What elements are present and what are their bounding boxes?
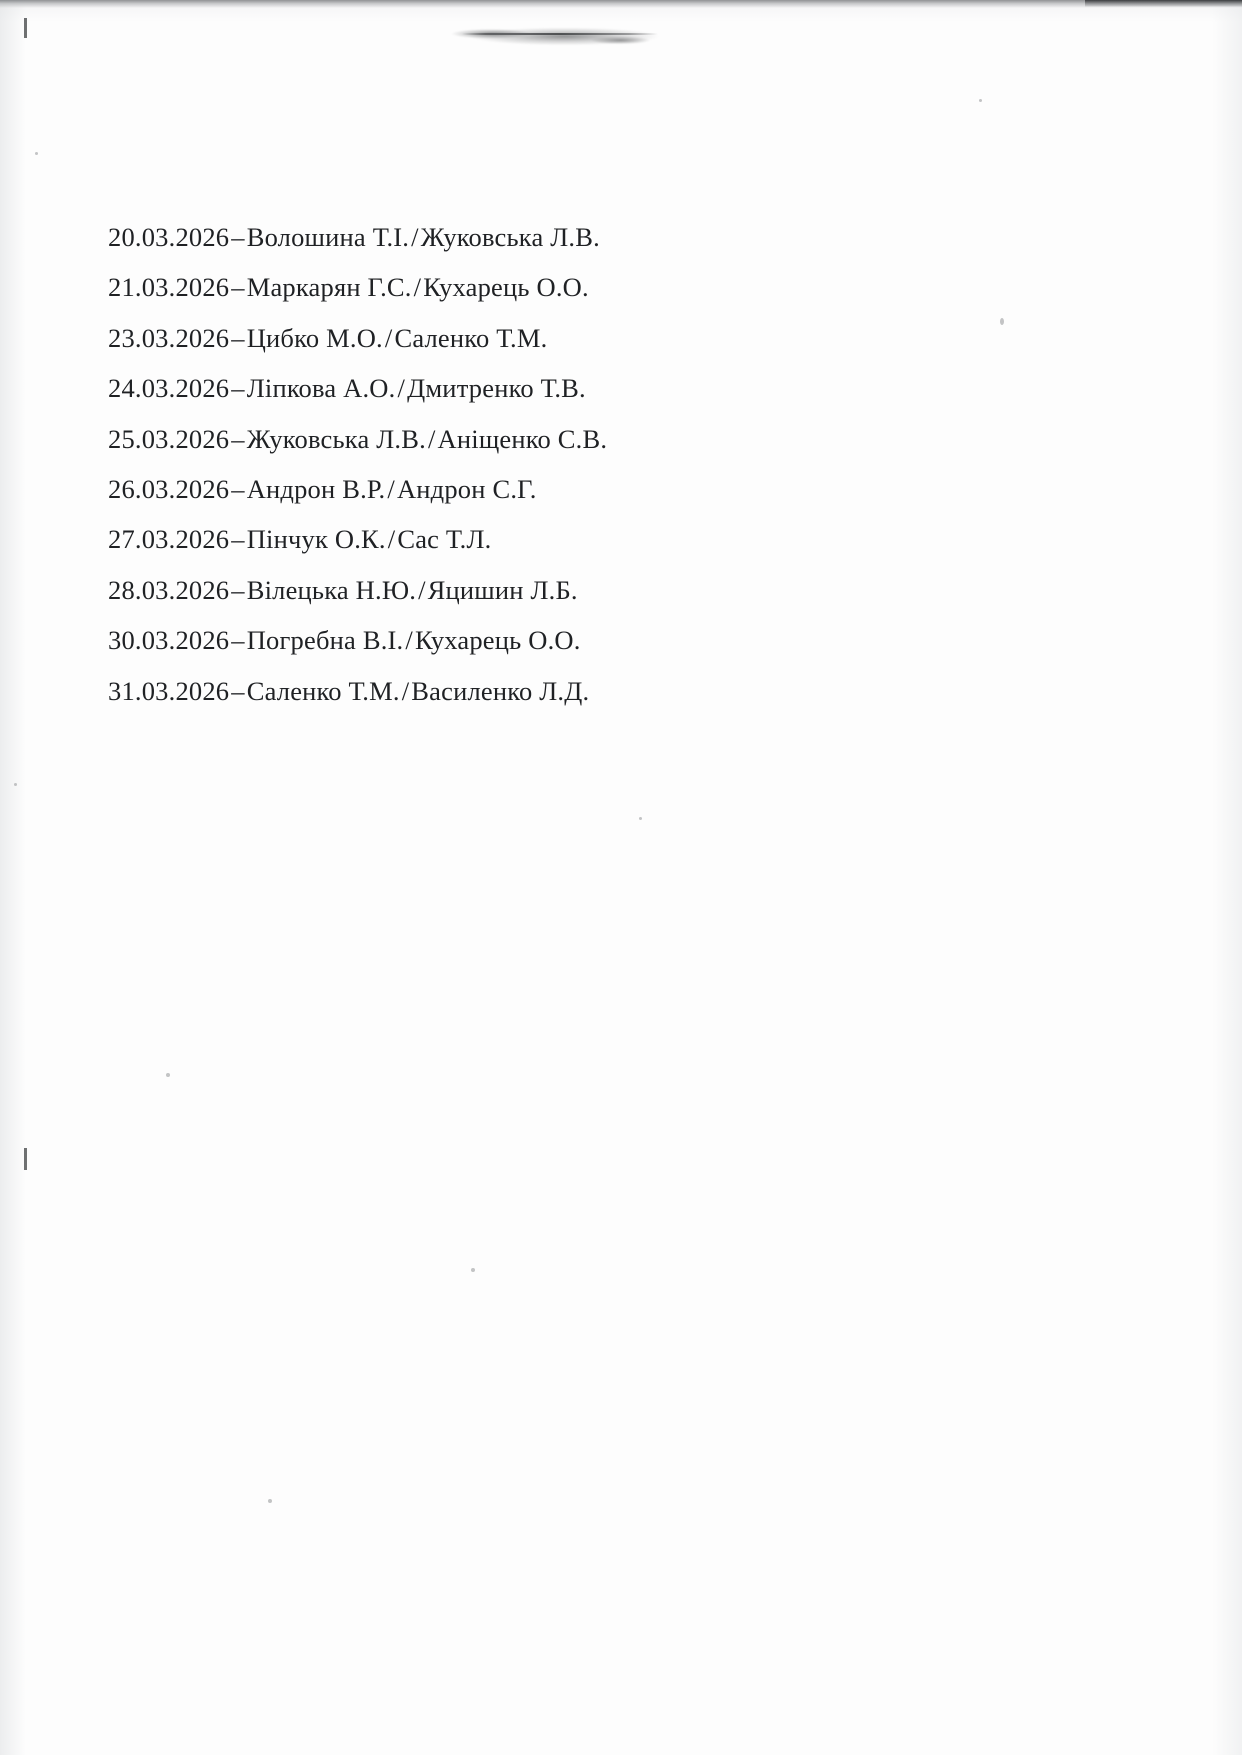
entry-person-2: Яцишин Л.Б.	[427, 574, 578, 605]
entry-date: 21.03.2026	[108, 272, 230, 303]
roster-entry	[108, 615, 1008, 665]
toner-smudge	[452, 26, 668, 52]
entry-dash: –	[231, 322, 245, 353]
entry-dash: –	[231, 222, 245, 252]
toner-smudge-line	[462, 33, 658, 35]
entry-dash: –	[231, 675, 245, 706]
entry-person-1: Цибко М.О.	[246, 322, 383, 353]
entry-dash: –	[231, 373, 245, 404]
entry-person-1: Волошина Т.І.	[246, 222, 410, 252]
entry-person-2: Кухарець О.О.	[414, 625, 581, 656]
entry-slash: /	[411, 222, 419, 252]
entry-date: 26.03.2026	[108, 474, 230, 505]
entry-person-1: Вілецька Н.Ю.	[246, 574, 417, 605]
entry-person-2: Аніщенко С.В.	[437, 423, 608, 454]
entry-person-1: Маркарян Г.С.	[246, 272, 412, 303]
entry-date: 25.03.2026	[108, 423, 230, 454]
entry-person-2: Сас Т.Л.	[397, 524, 492, 555]
entry-slash: /	[387, 524, 396, 555]
page-speck	[35, 152, 38, 155]
entry-slash: /	[401, 675, 410, 706]
entry-date: 28.03.2026	[108, 574, 230, 605]
roster-entry	[108, 514, 1008, 564]
entry-date: 20.03.2026	[108, 222, 230, 252]
entry-person-2: Василенко Л.Д.	[411, 675, 590, 706]
entry-date: 31.03.2026	[108, 675, 230, 706]
page-speck	[268, 1499, 272, 1503]
entry-dash: –	[231, 272, 245, 303]
entry-dash: –	[231, 574, 245, 605]
roster-entry	[108, 414, 1008, 464]
page-speck	[166, 1073, 170, 1077]
entry-person-1: Ліпкова А.О.	[246, 373, 396, 404]
scan-top-edge-shadow	[0, 0, 1242, 8]
entry-slash: /	[405, 625, 413, 656]
roster-entry	[108, 313, 1008, 363]
scan-left-edge-mark	[24, 18, 27, 38]
roster-entry	[108, 565, 1008, 615]
entry-person-1: Пінчук О.К.	[246, 524, 386, 555]
entry-person-1: Андрон В.Р.	[246, 474, 386, 505]
entry-person-2: Жуковська Л.В.	[420, 222, 600, 252]
roster-entry	[108, 464, 1008, 514]
entry-date: 30.03.2026	[108, 625, 230, 656]
entry-dash: –	[231, 423, 245, 454]
entry-slash: /	[413, 272, 422, 303]
entry-slash: /	[384, 322, 393, 353]
entry-person-2: Кухарець О.О.	[423, 272, 589, 303]
roster-entry	[108, 666, 1008, 716]
page-speck	[14, 783, 17, 786]
roster-entry	[108, 212, 1008, 262]
entry-slash: /	[427, 423, 436, 454]
entry-date: 23.03.2026	[108, 322, 230, 353]
entry-dash: –	[231, 474, 245, 505]
entry-person-1: Погребна В.І.	[246, 625, 404, 656]
entry-person-1: Саленко Т.М.	[246, 675, 400, 706]
entry-person-2: Андрон С.Г.	[396, 474, 537, 505]
entry-slash: /	[418, 574, 426, 605]
entry-dash: –	[231, 625, 245, 656]
entry-date: 27.03.2026	[108, 524, 230, 555]
entry-date: 24.03.2026	[108, 373, 230, 404]
page-speck	[979, 99, 982, 102]
scan-top-edge-dark-band	[1085, 0, 1242, 7]
entry-slash: /	[387, 474, 395, 505]
entry-slash: /	[397, 373, 406, 404]
entry-dash: –	[231, 524, 245, 555]
page-speck	[639, 817, 642, 820]
roster-list	[108, 212, 1008, 716]
roster-entry	[108, 363, 1008, 413]
entry-person-2: Саленко Т.М.	[394, 322, 548, 353]
entry-person-1: Жуковська Л.В.	[246, 423, 426, 454]
scan-left-edge-mark-lower	[24, 1148, 27, 1170]
entry-person-2: Дмитренко Т.В.	[407, 373, 586, 404]
roster-entry	[108, 262, 1008, 312]
page-speck	[471, 1268, 475, 1272]
